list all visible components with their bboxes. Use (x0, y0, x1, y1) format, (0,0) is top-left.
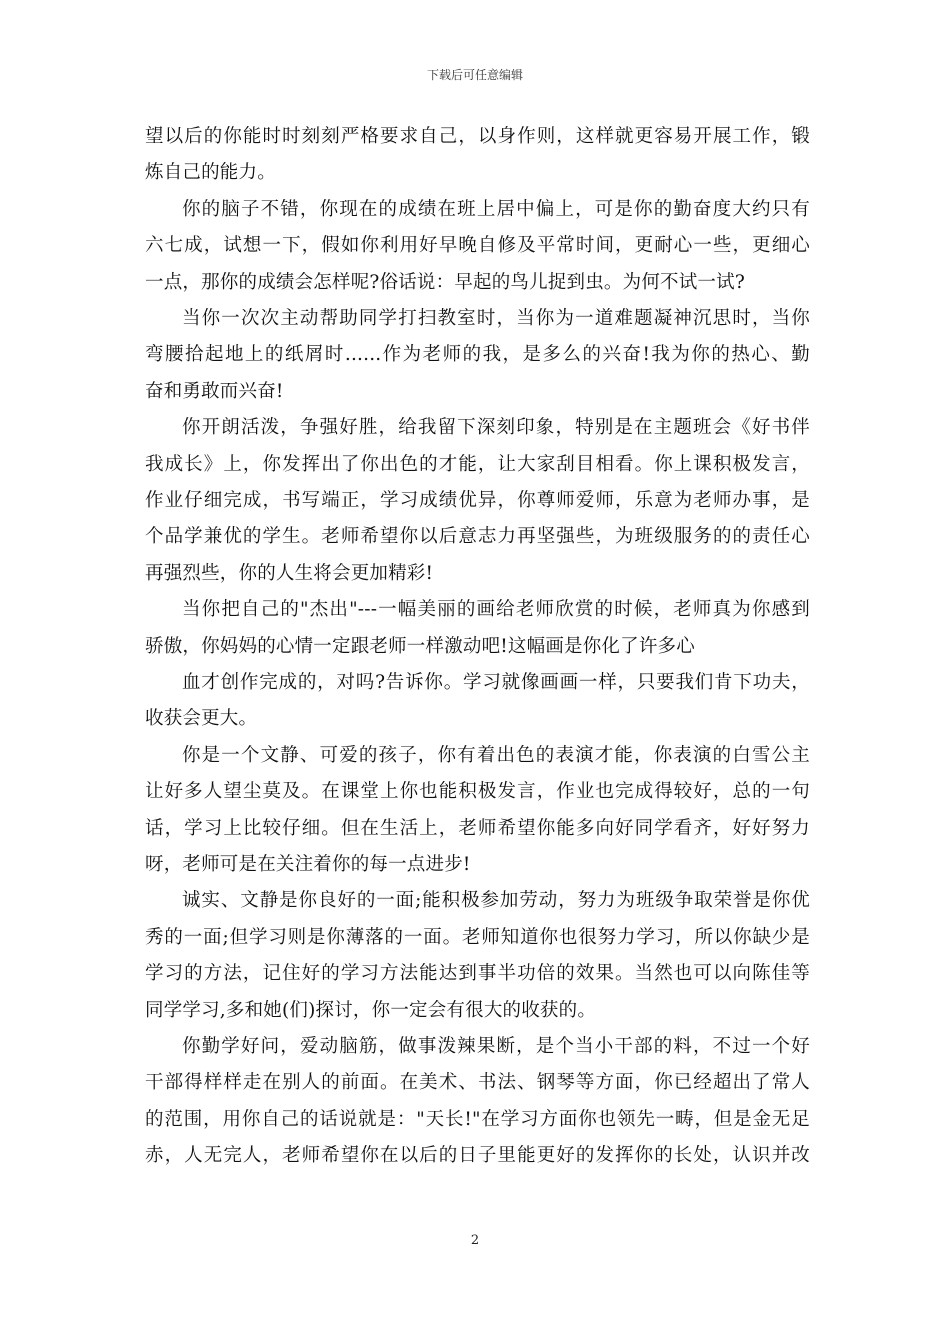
text-line: 的范围，用你自己的话说就是："天长!"在学习方面你也领先一畴，但是金无足 (145, 1108, 810, 1130)
page-number: 2 (470, 1233, 480, 1248)
text-line: 秀的一面;但学习则是你薄落的一面。老师知道你也很努力学习，所以你缺少是 (145, 926, 810, 948)
text-line: 诚实、文静是你良好的一面;能积极参加劳动，努力为班级争取荣誉是你优 (182, 890, 810, 912)
text-line: 一点，那你的成绩会怎样呢?俗话说：早起的鸟儿捉到虫。为何不试一试? (145, 271, 745, 293)
text-line: 作业仔细完成，书写端正，学习成绩优异，你尊师爱师，乐意为老师办事，是 (145, 490, 810, 511)
text-line: 我成长》上，你发挥出了你出色的才能，让大家刮目相看。你上课积极发言， (145, 453, 810, 475)
text-line: 望以后的你能时时刻刻严格要求自己，以身作则，这样就更容易开展工作，锻 (145, 126, 810, 147)
text-line: 当你一次次主动帮助同学打扫教室时，当你为一道难题凝神沉思时，当你 (182, 308, 810, 329)
text-line: 炼自己的能力。 (145, 162, 276, 184)
text-line: 同学学习,多和她(们)探讨，你一定会有很大的收获的。 (145, 999, 597, 1021)
text-line: 收获会更大。 (145, 708, 258, 730)
text-line: 赤，人无完人，老师希望你在以后的日子里能更好的发挥你的长处，认识并改 (145, 1145, 810, 1167)
text-line: 干部得样样走在别人的前面。在美术、书法、钢琴等方面，你已经超出了常人 (145, 1072, 810, 1094)
text-line: 弯腰拾起地上的纸屑时......作为老师的我，是多么的兴奋!我为你的热心、勤 (145, 344, 810, 366)
text-line: 让好多人望尘莫及。在课堂上你也能积极发言，作业也完成得较好，总的一句 (145, 781, 810, 803)
text-line: 当你把自己的"杰出"---一幅美丽的画给老师欣赏的时候，老师真为你感到 (182, 599, 810, 621)
text-line: 你的脑子不错，你现在的成绩在班上居中偏上，可是你的勤奋度大约只有 (182, 198, 810, 220)
text-line: 骄傲，你妈妈的心情一定跟老师一样激动吧!这幅画是你化了许多心 (145, 635, 695, 657)
text-line: 你是一个文静、可爱的孩子，你有着出色的表演才能，你表演的白雪公主 (182, 744, 810, 766)
text-line: 个品学兼优的学生。老师希望你以后意志力再坚强些，为班级服务的的责任心 (145, 526, 810, 548)
text-line: 六七成，试想一下，假如你利用好早晚自修及平常时间，更耐心一些，更细心 (145, 235, 810, 257)
page-header: 下载后可任意编辑 (426, 68, 523, 82)
text-line: 话，学习上比较仔细。但在生活上，老师希望你能多向好同学看齐，好好努力 (145, 817, 810, 839)
text-line: 血才创作完成的，对吗?告诉你。学习就像画画一样，只要我们肯下功夫， (182, 672, 810, 693)
text-line: 呀，老师可是在关注着你的每一点进步! (145, 854, 471, 875)
text-line: 再强烈些，你的人生将会更加精彩! (145, 562, 434, 584)
text-line: 你开朗活泼，争强好胜，给我留下深刻印象，特别是在主题班会《好书伴 (182, 417, 810, 439)
text-line: 学习的方法，记住好的学习方法能达到事半功倍的效果。当然也可以向陈佳等 (145, 963, 810, 985)
text-line: 奋和勇敢而兴奋! (145, 380, 284, 402)
text-line: 你勤学好问，爱动脑筋，做事泼辣果断，是个当小干部的料，不过一个好 (182, 1036, 810, 1057)
